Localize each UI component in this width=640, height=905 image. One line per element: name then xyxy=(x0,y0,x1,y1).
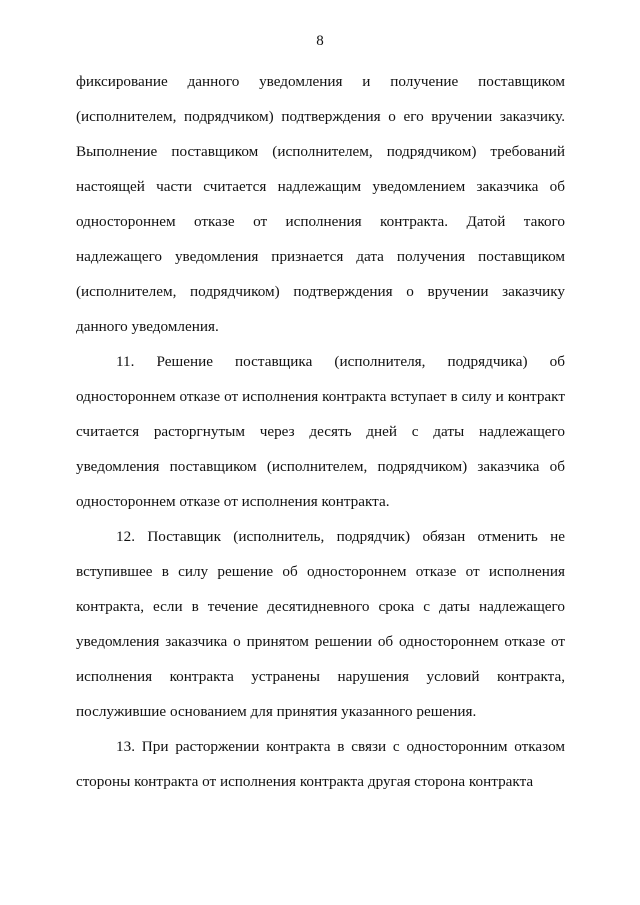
paragraph-11: 11. Решение поставщика (исполнителя, подрядчика) об одностороннем отказе от исполнения контракта вступает в силу и контракт считается расторгнутым через десять дней с даты надлежащего уведомления поставщиком (исполнителем, подрядчиком) заказчика об одностороннем отказе от исполнения контракта. xyxy=(76,353,565,510)
page-number: 8 xyxy=(316,33,324,49)
paragraph-13: 13. При расторжении контракта в связи с односторонним отказом стороны контракта от исполнения контракта другая сторона контракта xyxy=(76,738,565,790)
paragraph-12: 12. Поставщик (исполнитель, подрядчик) обязан отменить не вступившее в силу решение об одностороннем отказе от исполнения контракта, если в течение десятидневного срока с даты надлежащего уведомления заказчика о принятом решении об одностороннем отказе от исполнения контракта устранены нарушения условий контракта, послужившие основанием для принятия указанного решения. xyxy=(76,528,565,720)
paragraph-continuation: фиксирование данного уведомления и получение поставщиком (исполнителем, подрядчиком) подтверждения о его вручении заказчику. Выполнение поставщиком (исполнителем, подрядчиком) требований настоящей части считается надлежащим уведомлением заказчика об одностороннем отказе от исполнения контракта. Датой такого надлежащего уведомления признается дата получения поставщиком (исполнителем, подрядчиком) подтверждения о вручении заказчику данного уведомления. xyxy=(76,73,565,335)
document-body xyxy=(76,64,565,799)
